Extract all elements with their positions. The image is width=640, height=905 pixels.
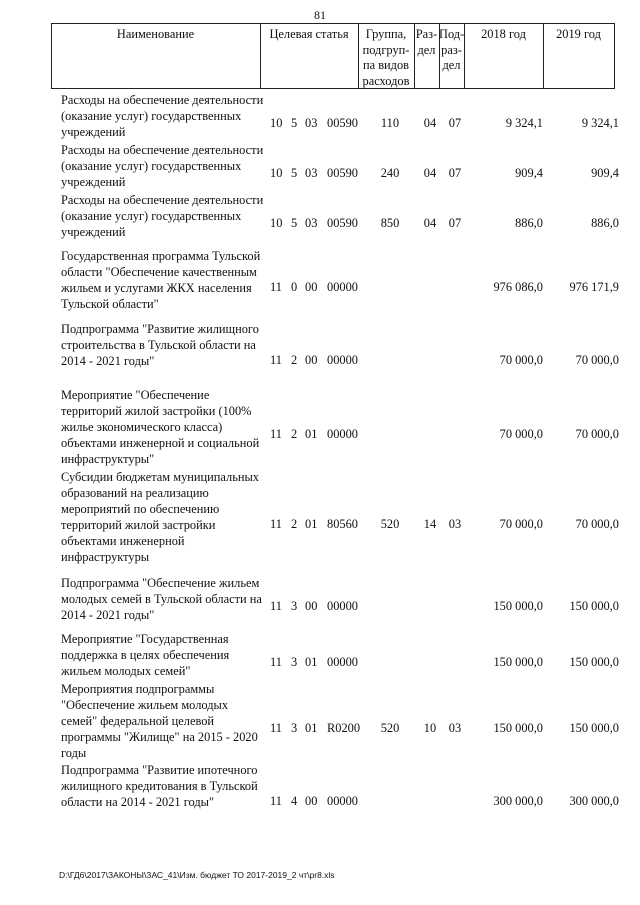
row-code-part-1: 11 (270, 720, 282, 735)
row-name: Мероприятие "Обеспечение территорий жилой застройки (100% жилье экономического класса) объектами инженерной и социальной инфраструктуры" (61, 388, 260, 466)
row-subsection: 07 (448, 165, 462, 180)
row-y2019: 70 000,0 (575, 352, 619, 367)
row-code-part-3: 01 (305, 426, 318, 441)
row-code-part-3: 01 (305, 516, 318, 531)
row-code-part-4: 00000 (327, 598, 358, 613)
row-code-part-4: 00590 (327, 165, 358, 180)
row-code-part-4: 80560 (327, 516, 358, 531)
row-code-part-3: 01 (305, 720, 318, 735)
row-y2019: 70 000,0 (575, 516, 619, 531)
row-subsection: 07 (448, 115, 462, 130)
row-name: Мероприятия подпрограммы "Обеспечение жильем молодых семей" федеральной целевой программы "Жилище" на 2015 - 2020 годы (61, 682, 258, 760)
row-y2019: 886,0 (591, 215, 619, 230)
row-code-part-3: 00 (305, 793, 318, 808)
row-subsection: 03 (448, 720, 462, 735)
row-code-part-2: 4 (291, 793, 298, 808)
row-code-part-1: 11 (270, 516, 282, 531)
header-2018: 2018 год (481, 27, 526, 41)
row-subsection: 03 (448, 516, 462, 531)
row-code-part-2: 2 (291, 516, 298, 531)
page-number: 81 (314, 8, 326, 22)
row-name: Подпрограмма "Развитие ипотечного жилищного кредитования в Тульской области на 2014 - 2021 годы" (61, 763, 258, 809)
row-y2019: 150 000,0 (569, 720, 619, 735)
row-group: 240 (380, 165, 400, 180)
row-y2019: 150 000,0 (569, 654, 619, 669)
row-y2018: 9 324,1 (505, 115, 543, 130)
row-y2019: 9 324,1 (581, 115, 619, 130)
row-code-part-2: 3 (291, 598, 298, 613)
row-code-part-2: 0 (291, 279, 298, 294)
row-code-part-2: 3 (291, 654, 298, 669)
row-code-part-2: 5 (291, 115, 298, 130)
row-code-part-1: 10 (270, 115, 283, 130)
row-code-part-2: 3 (291, 720, 298, 735)
row-code-part-1: 11 (270, 426, 282, 441)
row-code-part-3: 00 (305, 352, 318, 367)
row-code-part-4: 00590 (327, 215, 358, 230)
row-code-part-4: 00590 (327, 115, 358, 130)
row-y2019: 909,4 (591, 165, 619, 180)
row-group: 520 (380, 516, 400, 531)
file-path-footer: D:\ГД6\2017\ЗАКОНЫ\ЗАС_41\Изм. бюджет ТО 2017-2019_2 чт\pr8.xls (59, 870, 335, 880)
row-y2018: 886,0 (515, 215, 543, 230)
row-name: Субсидии бюджетам муниципальных образований на реализацию мероприятий по обеспечению территорий жилой застройки объектами инженерной инфраструктуры (61, 470, 260, 564)
row-code-part-2: 5 (291, 165, 298, 180)
header-name: Наименование (116, 27, 195, 41)
row-y2018: 70 000,0 (499, 516, 543, 531)
row-group: 110 (380, 115, 400, 130)
row-code-part-3: 00 (305, 598, 318, 613)
row-y2018: 150 000,0 (493, 720, 543, 735)
row-code-part-1: 11 (270, 279, 282, 294)
header-subsection: Под- раз- дел (439, 27, 465, 72)
row-code-part-4: 00000 (327, 654, 358, 669)
row-y2018: 976 086,0 (493, 279, 543, 294)
row-section: 04 (423, 165, 437, 180)
row-section: 04 (423, 115, 437, 130)
header-target-item: Целевая статья (269, 27, 349, 41)
row-code-part-4: 00000 (327, 279, 358, 294)
row-code-part-1: 11 (270, 352, 282, 367)
row-y2018: 150 000,0 (493, 598, 543, 613)
header-group: Группа, подгруп- па видов расходов (362, 27, 410, 88)
row-section: 04 (423, 215, 437, 230)
row-group: 850 (380, 215, 400, 230)
row-section: 14 (423, 516, 437, 531)
row-code-part-3: 00 (305, 279, 318, 294)
row-code-part-1: 11 (270, 598, 282, 613)
row-code-part-3: 03 (305, 215, 318, 230)
row-code-part-2: 5 (291, 215, 298, 230)
row-name: Подпрограмма "Обеспечение жильем молодых семей в Тульской области на 2014 - 2021 годы" (61, 576, 262, 622)
row-name: Государственная программа Тульской области "Обеспечение качественным жильем и услугами ЖКХ населения Тульской области" (61, 249, 261, 311)
row-code-part-1: 10 (270, 165, 283, 180)
row-code-part-2: 2 (291, 352, 298, 367)
row-code-part-4: R0200 (327, 720, 361, 735)
row-code-part-2: 2 (291, 426, 298, 441)
row-y2019: 976 171,9 (569, 279, 619, 294)
table-header (51, 23, 615, 89)
row-y2018: 70 000,0 (499, 426, 543, 441)
row-code-part-3: 03 (305, 165, 318, 180)
row-name: Расходы на обеспечение деятельности (оказание услуг) государственных учреждений (61, 143, 264, 189)
row-y2018: 70 000,0 (499, 352, 543, 367)
row-y2019: 70 000,0 (575, 426, 619, 441)
header-2019: 2019 год (556, 27, 601, 41)
row-section: 10 (423, 720, 437, 735)
row-group: 520 (380, 720, 400, 735)
row-code-part-3: 01 (305, 654, 318, 669)
row-code-part-1: 11 (270, 793, 282, 808)
row-code-part-3: 03 (305, 115, 318, 130)
row-code-part-4: 00000 (327, 426, 358, 441)
row-name: Расходы на обеспечение деятельности (оказание услуг) государственных учреждений (61, 93, 264, 139)
row-y2018: 909,4 (515, 165, 543, 180)
row-code-part-4: 00000 (327, 352, 358, 367)
row-code-part-4: 00000 (327, 793, 358, 808)
row-code-part-1: 11 (270, 654, 282, 669)
row-y2018: 150 000,0 (493, 654, 543, 669)
row-name: Подпрограмма "Развитие жилищного строительства в Тульской области на 2014 - 2021 годы" (61, 322, 259, 368)
row-code-part-1: 10 (270, 215, 283, 230)
row-name: Мероприятие "Государственная поддержка в целях обеспечения жильем молодых семей" (61, 632, 230, 678)
row-y2019: 300 000,0 (569, 793, 619, 808)
row-y2019: 150 000,0 (569, 598, 619, 613)
header-bottom-rule (51, 88, 615, 89)
header-section: Раз- дел (415, 27, 438, 57)
row-y2018: 300 000,0 (493, 793, 543, 808)
header-top-rule (51, 23, 615, 24)
row-subsection: 07 (448, 215, 462, 230)
row-name: Расходы на обеспечение деятельности (оказание услуг) государственных учреждений (61, 193, 264, 239)
